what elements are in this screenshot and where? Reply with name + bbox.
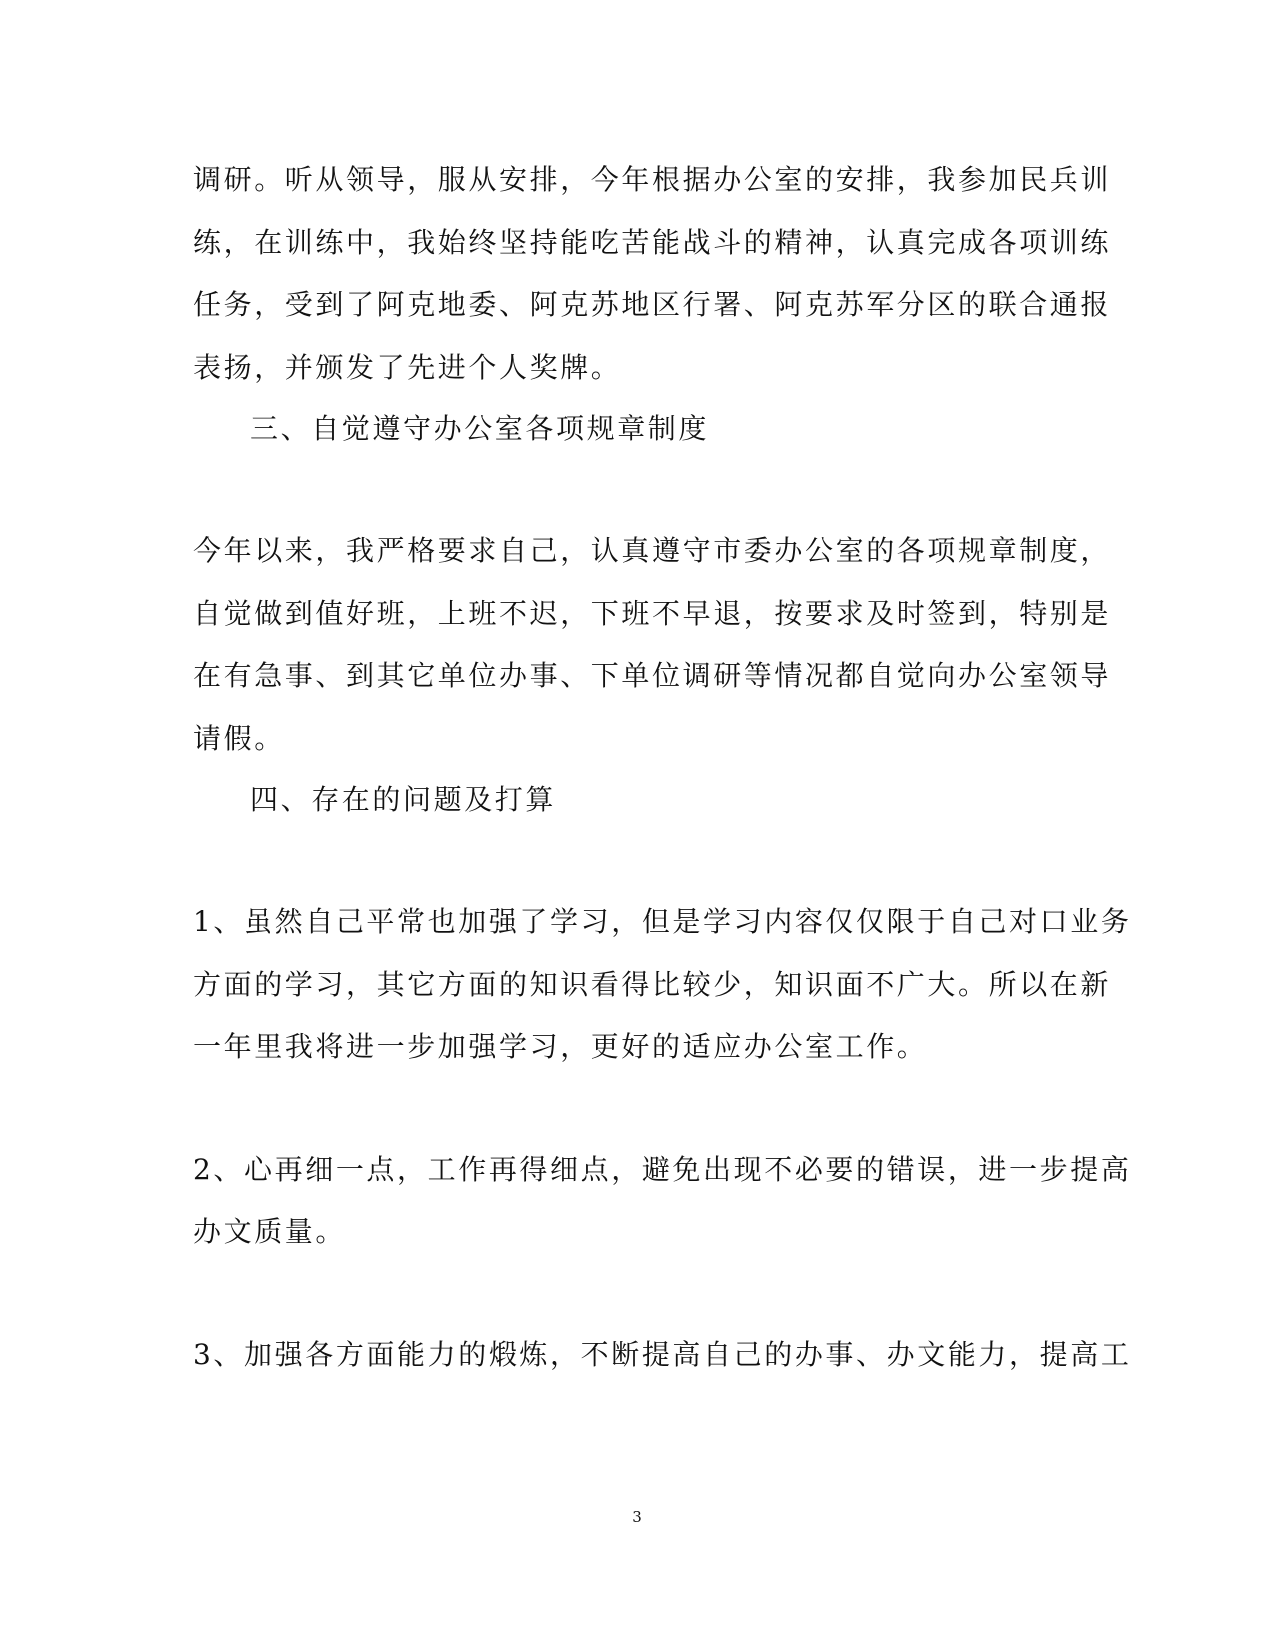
body-text-line: 请假。 (193, 722, 285, 755)
body-text-line: 在有急事、到其它单位办事、下单位调研等情况都自觉向办公室领导 (193, 659, 1112, 692)
body-text-line: 今年以来，我严格要求自己，认真遵守市委办公室的各项规章制度， (193, 534, 1112, 567)
page-number: 3 (632, 1508, 642, 1526)
list-item-line: 方面的学习，其它方面的知识看得比较少，知识面不广大。所以在新 (193, 968, 1112, 1001)
body-text-line: 表扬，并颁发了先进个人奖牌。 (193, 351, 622, 384)
list-item-line: 1、虽然自己平常也加强了学习，但是学习内容仅仅限于自己对口业务 (193, 905, 1132, 938)
list-item-line: 一年里我将进一步加强学习，更好的适应办公室工作。 (193, 1030, 928, 1063)
list-item-line: 2、心再细一点，工作再得细点，避免出现不必要的错误，进一步提高 (193, 1153, 1132, 1186)
list-item-line: 3、加强各方面能力的煅炼，不断提高自己的办事、办文能力，提高工 (193, 1338, 1132, 1371)
body-text-line: 自觉做到值好班，上班不迟，下班不早退，按要求及时签到，特别是 (193, 597, 1112, 630)
body-text-line: 调研。听从领导，服从安排，今年根据办公室的安排，我参加民兵训 (193, 163, 1112, 196)
section-heading: 四、存在的问题及打算 (250, 783, 557, 816)
list-item-line: 办文质量。 (193, 1215, 347, 1248)
body-text-line: 任务，受到了阿克地委、阿克苏地区行署、阿克苏军分区的联合通报 (193, 288, 1112, 321)
body-text-line: 练，在训练中，我始终坚持能吃苦能战斗的精神，认真完成各项训练 (193, 226, 1112, 259)
section-heading: 三、自觉遵守办公室各项规章制度 (250, 412, 710, 445)
